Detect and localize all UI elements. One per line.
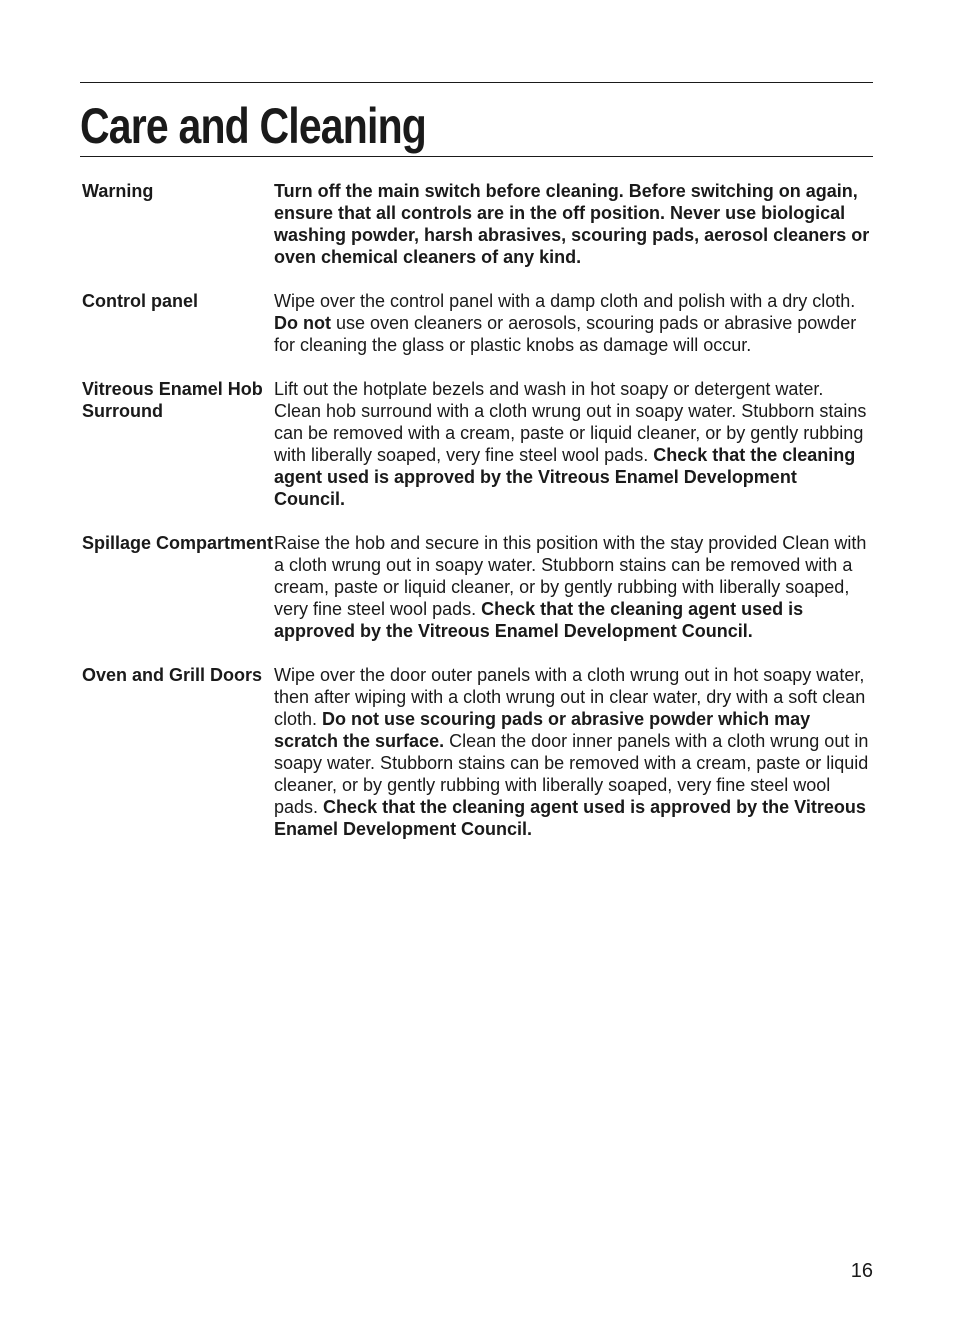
- body-text-bold: Check that the cleaning agent used is approved by the Vitreous Enamel Development Council.: [274, 445, 856, 509]
- section-body: [274, 664, 872, 840]
- body-text-bold: Turn off the main switch before cleaning. Before switching on again, ensure that all controls are in the off position. Never use biological washing powder, harsh abrasives, scouring pads, aerosol cleaners or oven chemical cleaners of any kind.: [274, 181, 870, 267]
- section-label: Oven and Grill Doors: [82, 665, 263, 685]
- section-body: [274, 180, 872, 268]
- section-label: Vitreous Enamel Hob Surround: [82, 379, 263, 421]
- section-oven-and-grill-doors: [82, 664, 872, 840]
- body-text: Lift out the hotplate bezels and wash in hot soapy or detergent water. Clean hob surround with a cloth wrung out in soapy water. Stubborn stains can be removed with a cream, paste or liquid cleaner, or by gently rubbing with liberally soaped, very fine steel wool pads.: [274, 379, 867, 465]
- body-text-bold: Check that the cleaning agent used is approved by the Vitreous Enamel Development Council.: [274, 797, 866, 839]
- section-label: Spillage Compartment: [82, 533, 274, 553]
- section-vitreous-enamel-hob-surround: [82, 378, 872, 510]
- section-body: [274, 532, 872, 642]
- body-text: Wipe over the door outer panels with a cloth wrung out in hot soapy water, then after wiping with a cloth wrung out in clear water, dry with a soft clean cloth.: [274, 665, 866, 729]
- section-label: Warning: [82, 181, 154, 201]
- title-rule: [80, 156, 873, 157]
- body-text-bold: Do not: [274, 313, 331, 333]
- section-warning: [82, 180, 872, 268]
- top-rule: [80, 82, 873, 83]
- body-text: use oven cleaners or aerosols, scouring pads or abrasive powder for cleaning the glass or plastic knobs as damage will occur.: [274, 313, 857, 355]
- body-text: Raise the hob and secure in this position with the stay provided Clean with a cloth wrung out in soapy water. Stubborn stains can be removed with a cream, paste or liquid cleaner, or by gently rubbing with liberally soaped, very fine steel wool pads.: [274, 533, 867, 619]
- page-number: 16: [850, 1260, 873, 1282]
- body-text: Wipe over the control panel with a damp cloth and polish with a dry cloth.: [274, 291, 856, 311]
- section-label: Control panel: [82, 291, 198, 311]
- body-text-bold: Check that the cleaning agent used is approved by the Vitreous Enamel Development Council.: [274, 599, 804, 641]
- section-spillage-compartment: [82, 532, 872, 642]
- section-body: [274, 290, 872, 356]
- body-text: Clean the door inner panels with a cloth wrung out in soapy water. Stubborn stains can be removed with a cream, paste or liquid cleaner, or by gently rubbing with liberally soaped, very fine steel wool pads.: [274, 731, 869, 817]
- section-control-panel: [82, 290, 872, 356]
- section-body: [274, 378, 872, 510]
- sections-list: [82, 180, 872, 862]
- page-title: Care and Cleaning: [80, 98, 427, 154]
- body-text-bold: Do not use scouring pads or abrasive powder which may scratch the surface.: [274, 709, 811, 751]
